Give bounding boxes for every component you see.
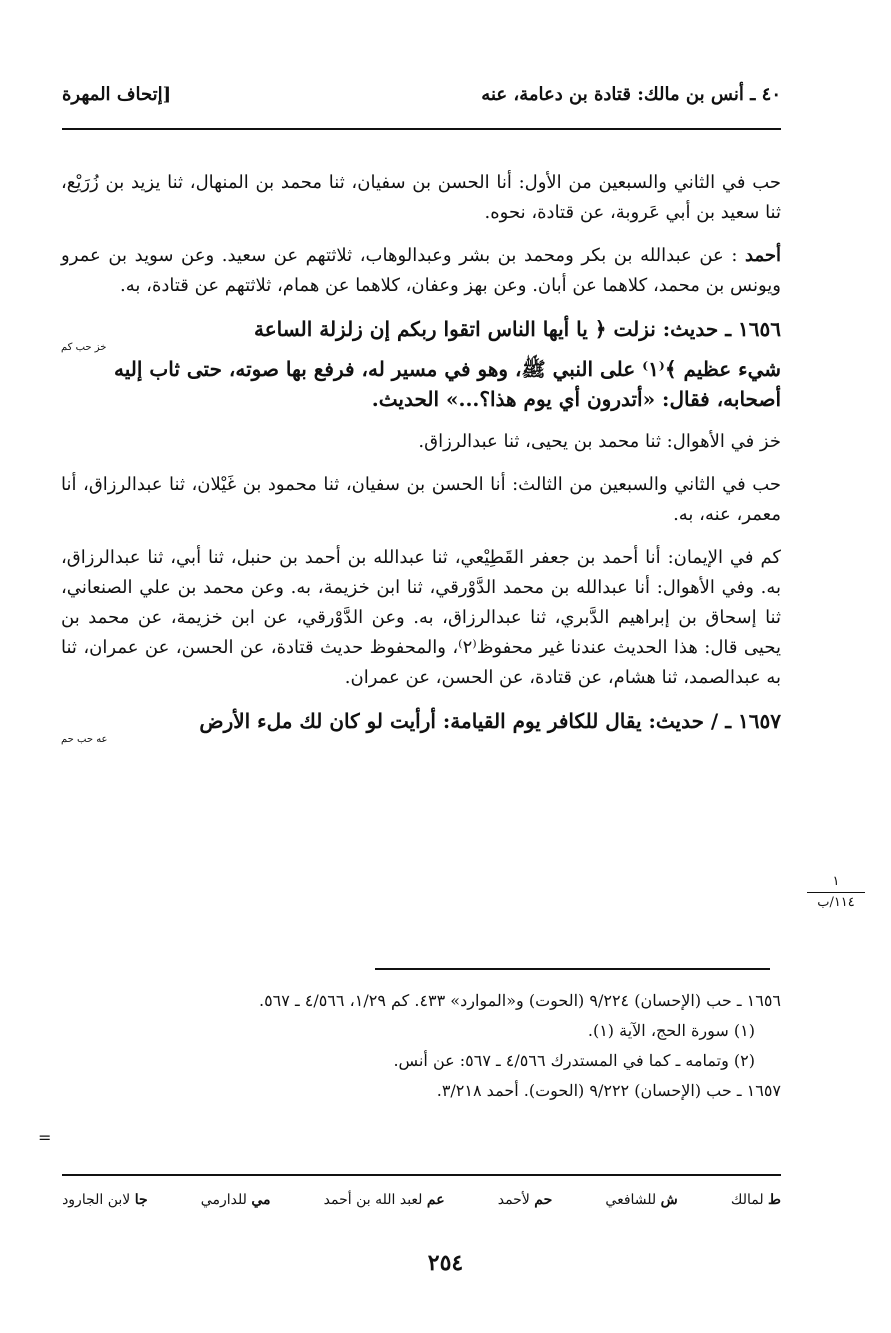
hadith-1657 <box>61 706 781 746</box>
hadith-1656-sigla: خز حب كم <box>61 342 107 353</box>
header-rule <box>62 128 781 130</box>
abbr-item: جا لابن الجارود <box>62 1192 148 1208</box>
abbr-item: مي للدارمي <box>200 1192 271 1208</box>
footnote-note-1: (١) سورة الحج، الآية (١). <box>587 1021 755 1040</box>
paragraph-khuzayma: خز في الأهوال: ثنا محمد بن يحيى، ثنا عبدالرزاق. <box>418 431 781 452</box>
footnotes <box>61 986 781 1106</box>
page-header <box>62 84 781 114</box>
hadith-1656 <box>61 314 781 414</box>
paragraph-ahmad-lead: أحمد <box>745 245 781 266</box>
footnote-1657: ١٦٥٧ ـ حب (الإحسان) ٩/٢٢٢ (الحوت). أحمد ٣/٢١٨. <box>436 1081 781 1100</box>
hadith-1657-heading: ١٦٥٧ ـ / حديث: يقال للكافر يوم القيامة: أرأيت لو كان لك ملء الأرض <box>199 709 781 733</box>
abbr-item: ش للشافعي <box>605 1192 678 1208</box>
abbreviations-key <box>62 1192 781 1208</box>
abbreviations-rule <box>62 1174 781 1176</box>
running-title: ٤٠ ـ أنس بن مالك: قتادة بن دعامة، عنه <box>481 84 781 105</box>
abbr-item: حم لأحمد <box>497 1192 553 1208</box>
paragraph-hakim: كم في الإيمان: أنا أحمد بن جعفر القَطِيْعي، ثنا عبدالله بن أحمد بن حنبل، ثنا أبي، ثنا عبدالرزاق، به. وفي الأهوال: أنا عبدالله بن محمد الدَّوْرقي، ثنا ابن خزيمة، به. وعن محمد بن علي الصنعاني، ثنا إسحاق بن إبراهيم الدَّبري، ثنا عبدالرزاق، به. وعن الدَّوْرقي، عن ابن خزيمة، عن محمد بن يحيى قال: هذا الحديث عندنا غير محفوظ⁽٢⁾، والمحفوظ حديث قتادة، عن الحسن، عن عمران، ثنا به عبدالصمد، ثنا هشام، عن قتادة، عن الحسن، عن عمران. <box>61 547 781 688</box>
paragraph-ahmad-text: : عن عبدالله بن بكر ومحمد بن بشر وعبدالوهاب، ثلاثتهم عن سعيد. وعن سويد بن عمرو ويونس بن محمد، كلاهما عن أبان. وعن بهز وعفان، كلاهما عن همام، ثلاثتهم عن قتادة، به. <box>61 245 781 296</box>
paragraph-hibban-3: حب في الثاني والسبعين من الثالث: أنا الحسن بن سفيان، ثنا محمود بن غَيْلان، ثنا عبدالرزاق، أنا معمر، عنه، به. <box>61 474 781 525</box>
footnote-rule <box>375 968 770 970</box>
folio-note-top: ١ <box>832 874 840 889</box>
abbr-item: ط لمالك <box>730 1192 781 1208</box>
folio-note-line <box>807 892 865 893</box>
page-number: ٢٥٤ <box>427 1250 464 1276</box>
hadith-1656-text: شيء عظيم ﴾⁽١⁾ على النبي ﷺ، وهو في مسير له، فرفع بها صوته، حتى ثاب إليه أصحابه، فقال: «أتدرون أي يوم هذا؟...» الحديث. <box>114 357 781 411</box>
paragraph-ahmad <box>61 241 781 301</box>
folio-note-bottom: ١١٤/ب <box>817 895 855 910</box>
footnote-note-2: (٢) وتمامه ـ كما في المستدرك ٤/٥٦٦ ـ ٥٦٧: عن أنس. <box>393 1051 755 1070</box>
continuation-mark: = <box>38 1128 52 1147</box>
hadith-1656-heading: ١٦٥٦ ـ حديث: نزلت ﴿ يا أيها الناس اتقوا ربكم إن زلزلة الساعة <box>254 317 781 341</box>
hadith-1657-sigla: عه حب حم <box>61 734 108 745</box>
book-title: [إتحاف المهرة <box>62 84 172 105</box>
paragraph-hibban-1: حب في الثاني والسبعين من الأول: أنا الحسن بن سفيان، ثنا محمد بن المنهال، ثنا يزيد بن زُرَيْع، ثنا سعيد بن أبي عَروبة، عن قتادة، نحوه. <box>61 172 781 223</box>
abbr-item: عم لعبد الله بن أحمد <box>323 1192 445 1208</box>
main-text <box>61 168 781 759</box>
manuscript-folio-note <box>801 874 871 911</box>
footnote-1656: ١٦٥٦ ـ حب (الإحسان) ٩/٢٢٤ (الحوت) و«الموارد» ٤٣٣. كم ١/٢٩، ٤/٥٦٦ ـ ٥٦٧. <box>258 991 781 1010</box>
